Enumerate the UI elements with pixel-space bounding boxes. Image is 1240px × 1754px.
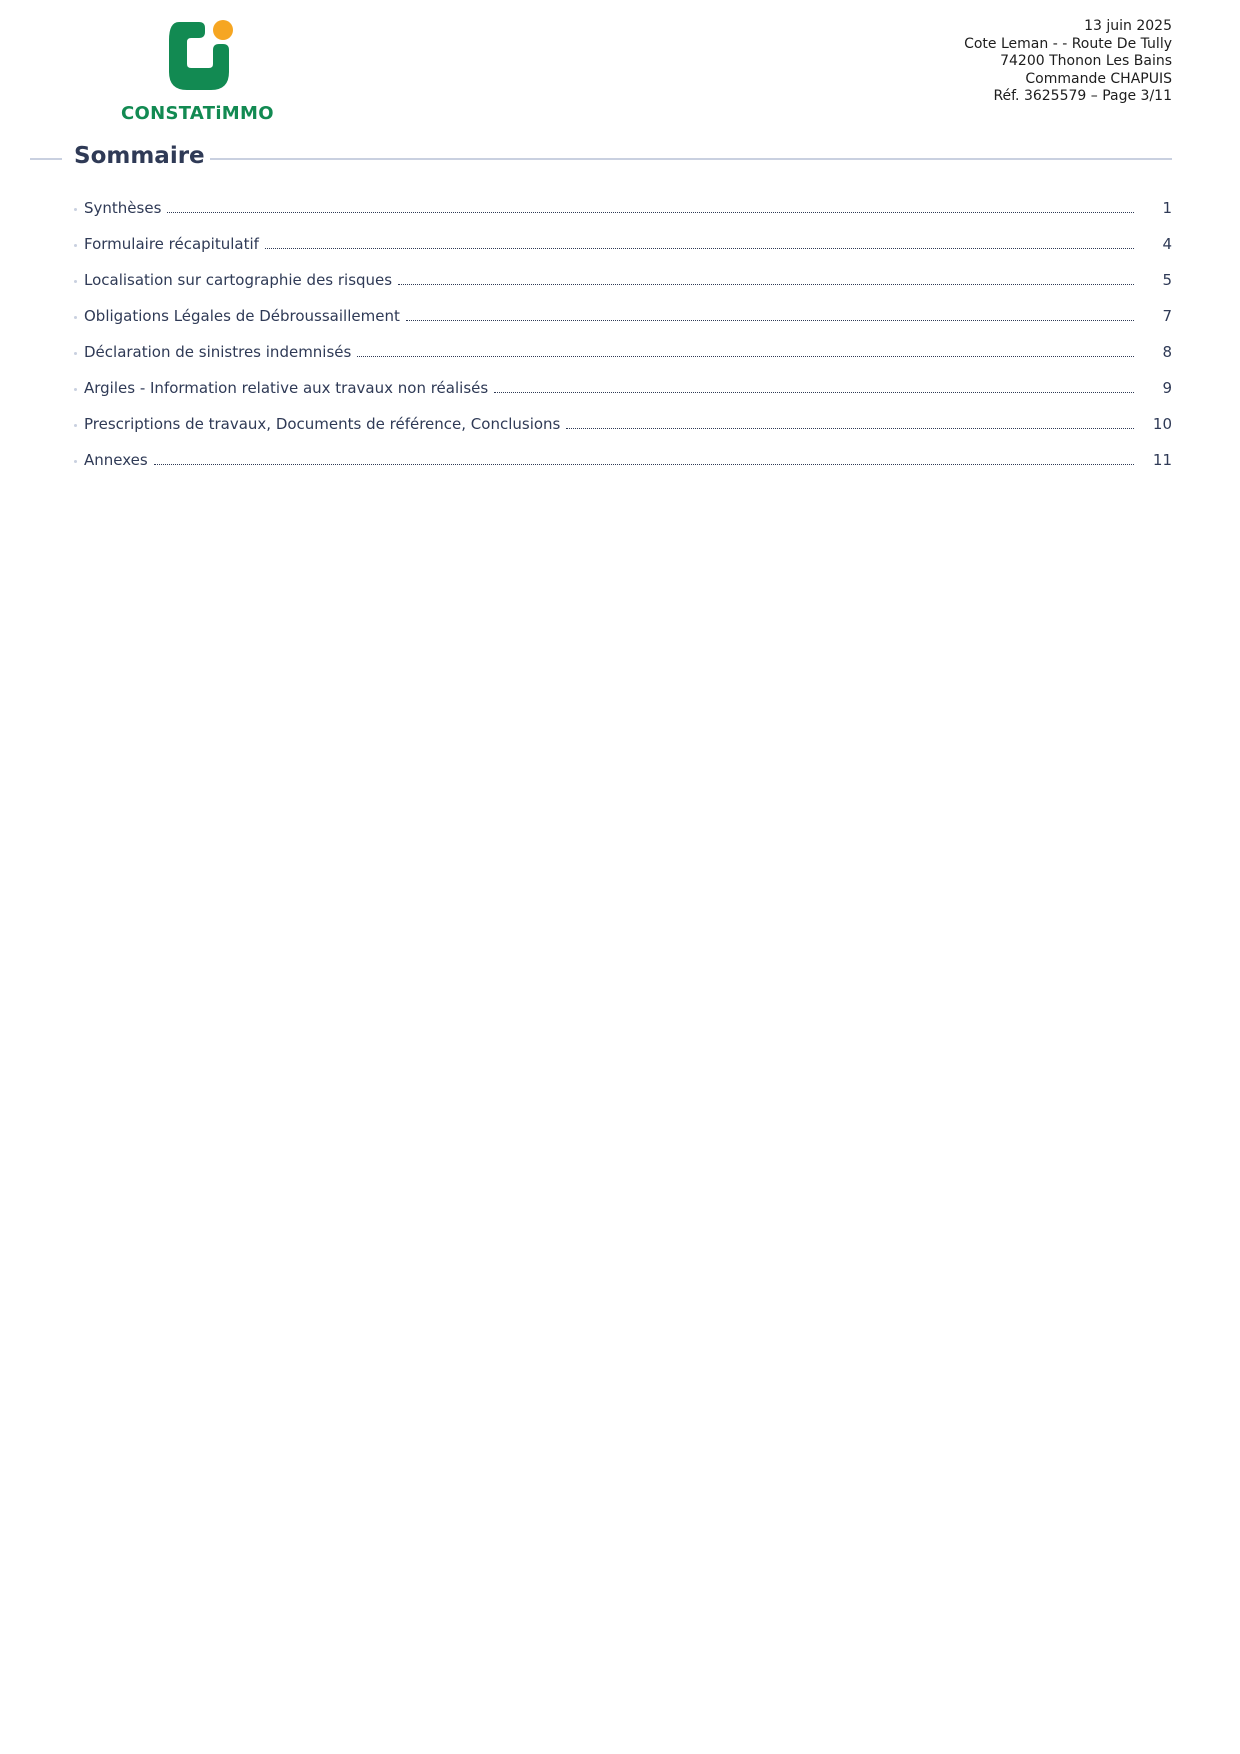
toc-item-page: 8 xyxy=(1162,343,1172,361)
toc-item-page: 11 xyxy=(1152,451,1172,469)
document-date: 13 juin 2025 xyxy=(1084,18,1172,34)
toc-bullet-icon xyxy=(74,280,77,283)
toc-bullet-icon xyxy=(74,460,77,463)
toc-dot-leader xyxy=(566,428,1134,429)
toc-dot-leader xyxy=(154,464,1134,465)
toc-item-label: Déclaration de sinistres indemnisés xyxy=(84,343,352,361)
company-logo xyxy=(117,18,287,128)
toc-item-label: Prescriptions de travaux, Documents de référence, Conclusions xyxy=(84,415,561,433)
toc-bullet-icon xyxy=(74,208,77,211)
toc-item-label: Annexes xyxy=(84,451,148,469)
address-line-1: Cote Leman - - Route De Tully xyxy=(964,35,1172,52)
toc-item-syntheses[interactable] xyxy=(78,199,1172,235)
toc-bullet-icon xyxy=(74,352,77,355)
logo-mark-icon xyxy=(165,18,239,92)
toc-item-argiles[interactable] xyxy=(78,379,1172,415)
toc-item-declaration[interactable] xyxy=(78,343,1172,379)
toc-dot-leader xyxy=(265,248,1134,249)
reference-page: Réf. 3625579 – Page 3/11 xyxy=(993,88,1172,104)
table-of-contents xyxy=(78,199,1172,487)
toc-bullet-icon xyxy=(74,424,77,427)
toc-bullet-icon xyxy=(74,388,77,391)
toc-item-formulaire[interactable] xyxy=(78,235,1172,271)
address-line-2: 74200 Thonon Les Bains xyxy=(1000,53,1172,69)
toc-bullet-icon xyxy=(74,244,77,247)
toc-dot-leader xyxy=(167,212,1134,213)
section-title-row xyxy=(30,143,1172,173)
toc-item-label: Obligations Légales de Débroussaillement xyxy=(84,307,400,325)
toc-item-annexes[interactable] xyxy=(78,451,1172,487)
toc-item-prescriptions[interactable] xyxy=(78,415,1172,451)
toc-item-page: 10 xyxy=(1152,415,1172,433)
title-rule-right xyxy=(210,158,1172,160)
toc-item-label: Argiles - Information relative aux travaux non réalisés xyxy=(84,379,489,397)
toc-dot-leader xyxy=(494,392,1134,393)
toc-item-obligations[interactable] xyxy=(78,307,1172,343)
toc-dot-leader xyxy=(357,356,1134,357)
toc-item-label: Synthèses xyxy=(84,199,162,217)
toc-item-localisation[interactable] xyxy=(78,271,1172,307)
order-name: Commande CHAPUIS xyxy=(1025,70,1172,87)
toc-item-label: Formulaire récapitulatif xyxy=(84,235,259,253)
toc-item-page: 4 xyxy=(1162,235,1172,253)
toc-bullet-icon xyxy=(74,316,77,319)
page-title: Sommaire xyxy=(74,143,205,169)
title-rule-left xyxy=(30,158,62,160)
toc-item-page: 5 xyxy=(1162,271,1172,289)
document-header-info xyxy=(964,18,1172,106)
toc-dot-leader xyxy=(406,320,1134,321)
toc-item-page: 1 xyxy=(1162,199,1172,217)
toc-item-page: 9 xyxy=(1162,379,1172,397)
toc-item-page: 7 xyxy=(1162,307,1172,325)
toc-item-label: Localisation sur cartographie des risques xyxy=(84,271,393,289)
logo-wordmark: CONSTATiMMO xyxy=(121,103,274,124)
toc-dot-leader xyxy=(398,284,1134,285)
